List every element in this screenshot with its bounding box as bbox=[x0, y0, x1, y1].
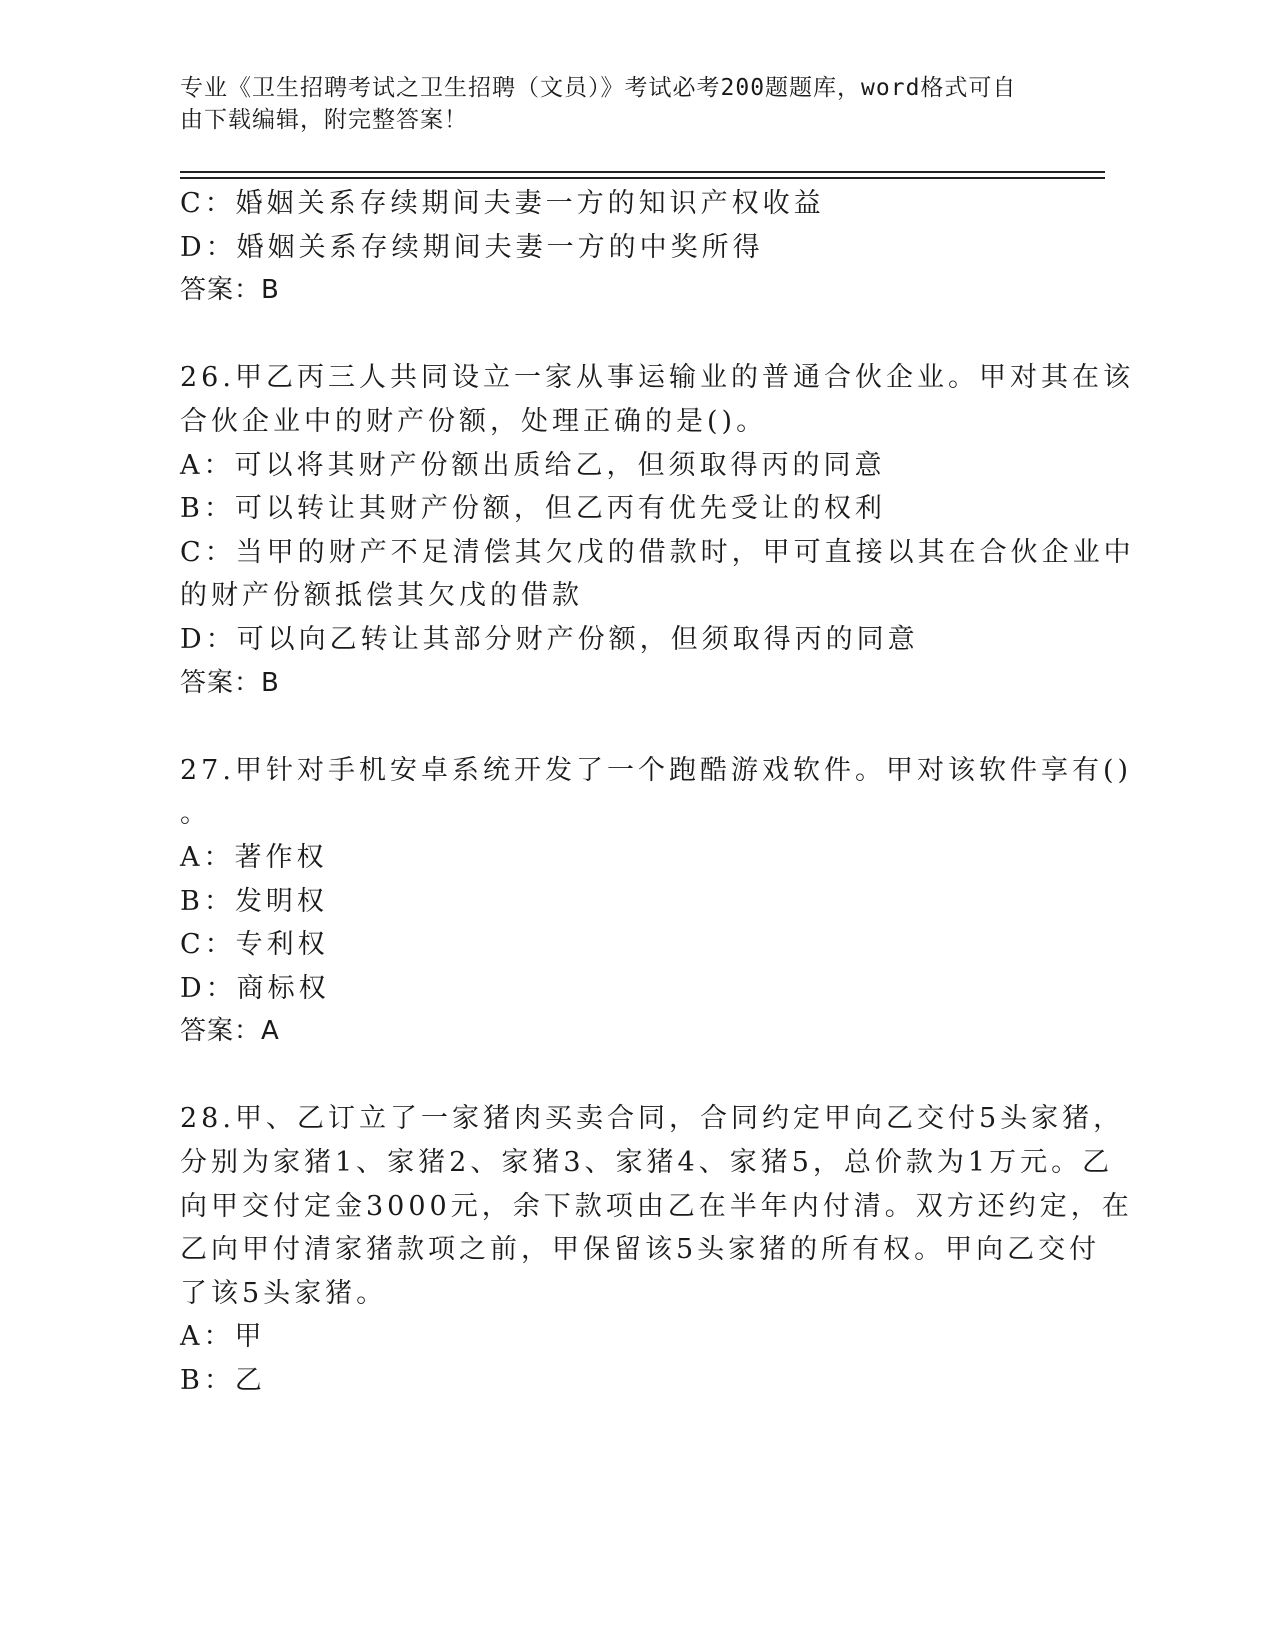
question-stem: 合伙企业中的财产份额，处理正确的是()。 bbox=[180, 405, 768, 437]
option-c-continued: 的财产份额抵偿其欠戊的借款 bbox=[180, 580, 583, 612]
option-a: A：可以将其财产份额出质给乙，但须取得丙的同意 bbox=[180, 449, 886, 481]
document-header bbox=[180, 72, 1060, 136]
question-block-26 bbox=[180, 356, 1135, 705]
question-stem: 向甲交付定金3000元，余下款项由乙在半年内付清。双方还约定，在 bbox=[180, 1190, 1133, 1222]
spacer bbox=[180, 1054, 1040, 1098]
question-block-prev bbox=[180, 182, 1040, 313]
option-b: B：可以转让其财产份额，但乙丙有优先受让的权利 bbox=[180, 493, 886, 525]
spacer bbox=[180, 313, 1040, 357]
option-d: D：可以向乙转让其部分财产份额，但须取得丙的同意 bbox=[180, 623, 919, 655]
question-stem: 26.甲乙丙三人共同设立一家从事运输业的普通合伙企业。甲对其在该 bbox=[180, 362, 1134, 394]
answer-line: 答案：B bbox=[180, 667, 280, 698]
option-b: B：乙 bbox=[180, 1365, 266, 1397]
header-rule-top bbox=[180, 171, 1105, 173]
option-d: D：商标权 bbox=[180, 972, 330, 1004]
option-a: A：著作权 bbox=[180, 841, 328, 873]
question-stem: 乙向甲付清家猪款项之前，甲保留该5头家猪的所有权。甲向乙交付 bbox=[180, 1234, 1101, 1266]
header-line-1: 专业《卫生招聘考试之卫生招聘（文员）》考试必考200题题库，word格式可自 bbox=[180, 75, 1017, 101]
option-d: D：婚姻关系存续期间夫妻一方的中奖所得 bbox=[180, 231, 764, 263]
option-c: C：当甲的财产不足清偿其欠戊的借款时，甲可直接以其在合伙企业中 bbox=[180, 536, 1135, 568]
question-stem: 分别为家猪1、家猪2、家猪3、家猪4、家猪5，总价款为1万元。乙 bbox=[180, 1147, 1114, 1179]
question-content bbox=[180, 182, 1135, 1403]
option-c: C：婚姻关系存续期间夫妻一方的知识产权收益 bbox=[180, 188, 825, 219]
question-block-28 bbox=[180, 1097, 1133, 1402]
option-c: C：专利权 bbox=[180, 929, 329, 961]
answer-line: 答案：A bbox=[180, 1016, 280, 1047]
question-stem: 。 bbox=[180, 798, 211, 830]
header-rule-bottom bbox=[180, 177, 1105, 179]
question-stem: 28.甲、乙订立了一家猪肉买卖合同，合同约定甲向乙交付5头家猪， bbox=[180, 1103, 1125, 1135]
header-line-2: 由下载编辑，附完整答案！ bbox=[180, 107, 468, 133]
option-b: B：发明权 bbox=[180, 885, 328, 917]
question-stem: 27.甲针对手机安卓系统开发了一个跑酷游戏软件。甲对该软件享有() bbox=[180, 754, 1133, 786]
option-a: A：甲 bbox=[180, 1321, 266, 1353]
answer-line: 答案：B bbox=[180, 275, 280, 306]
question-block-27 bbox=[180, 749, 1133, 1054]
spacer bbox=[180, 705, 1040, 749]
question-stem: 了该5头家猪。 bbox=[180, 1277, 388, 1309]
